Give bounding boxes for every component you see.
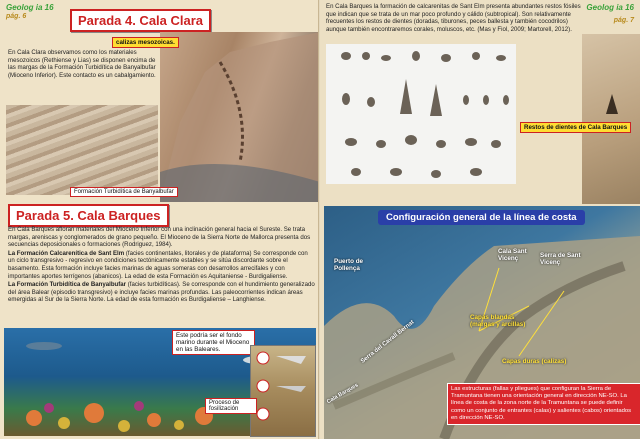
cliff-photo [160,32,320,202]
label-serra-cavall-bernat: Serra del Cavall Bernat [360,319,416,365]
label-puerto-pollenca: Puerto de Pollença [334,258,364,272]
page-number: pág. 6 [6,13,27,20]
brand-logo: Geolog ia 16 [586,3,634,12]
fossil-intro-paragraph: En Cala Barques la formación de calcarenitas de Sant Elm presenta abundantes restos fósiles que indican que se trata de un mar poco profundo y cálido (subtropical). Son relativamente frecuentes los restos de dientes (doradas, tiburones, peces ballesta y también cocodrilos) aunque también encontraremos corales, moluscos, etc. (Mas y Fiol, 2009; Martorell, 2012). [326,3,581,33]
cala-barques-p1: En Cala Barques afloran materiales del Mioceno Inferior con una inclinación general hacia el Sureste. Se trata margas, areniscas y conglomerados de grano pequeño. El Mioceno de la Sierra Norte de Mallorca presenta dos secuencias deposicionales o formaciones (Rodriguez, 1984). [8,226,311,249]
cala-clara-paragraph: En Cala Clara observamos como los materiales mesozoicos (Rethiense y Lias) se disponen encima de las margas de la Formación Turbidítica de Banyalbufar (Mioceno Inferior). Este contacto es un cabalgamiento. [8,49,156,79]
label-soft-layers: Capas blandas (margas y arcillas) [470,314,526,328]
sant-elm-formation-text: (facies continentales, litorales y de plataforma) Se corresponde con un ciclo transgresivo - regresivo en condiciones tectónicamente estables y se sitúa discordante sobre el basamento. Esta formación incluye facies marinas de aguas someras con desarrollos arrecifales y con importantes aportes terrígenos (abanicos). La edad de esta Formación es Aquitaniense - Burdigaliense. [8,249,308,280]
cala-barques-p3 [8,281,316,304]
map-title: Configuración general de la línea de costa [378,210,585,225]
label-hard-layers: Capas duras (calizas) [502,358,567,365]
caption-miocene-seafloor: Este podría ser el fondo marino durante el Mioceno en las Baleares. [172,330,255,355]
label-cala-sant-vicenc: Cala Sant Vicenç [498,248,527,262]
cala-barques-p2 [8,250,316,280]
cala-barques-text [8,226,316,304]
label-cala-barques-teeth: Restos de dientes de Cala Barques [520,122,631,133]
section-title-cala-barques: Parada 5. Cala Barques [8,204,169,227]
label-cala-barques: Cala Barques [326,382,360,406]
caption-fossilization: Proceso de fosilización [205,398,257,414]
fossil-teeth-drawing [326,44,516,184]
right-page [320,0,640,439]
fossilization-drawing [251,346,315,436]
banyalbufar-formation-text: (facies turbidíticas). Se corresponde con el hundimiento generalizado del área Balear (episodio transgresivo) e incluye facies marinas profundas. Las paleocorrientes indican áreas emergidas al Sur de la Sierra Norte. La edad de esta formación es Burdigaliense – Langhiense. [8,281,315,304]
fossilization-diagram [250,345,316,437]
page-number: pág. 7 [613,17,634,24]
marl-rock-photo [6,105,158,195]
specimen-photo [582,34,640,204]
label-mesozoic-limestone: calizas mesozoicas. [112,37,179,48]
label-serra-sant-vicenc: Serra de Sant Vicenç [540,252,581,266]
brand-logo: Geolog ia 16 [6,3,54,12]
sant-elm-formation-heading: La Formación Calcarenítica de Sant Elm [8,249,125,257]
banyalbufar-formation-heading: La Formación Turbidítica de Banyalbufar [8,281,127,289]
label-banyalbufar-formation: Formación Turbidítica de Banyalbufar [70,187,178,197]
map-description: Las estructuras (fallas y pliegues) que configuran la Sierra de Tramuntana tienen una orientación general en dirección NE-SO. La línea de costa de la zona norte de la Tramuntana se puede definir como un conjunto de entrantes (calas) y salientes (cabos) orientados en dirección NE-SO. [447,383,640,425]
fossil-teeth-photo [326,44,516,184]
section-title-cala-clara: Parada 4. Cala Clara [70,9,211,32]
specimen-drawing [582,34,640,204]
cliff-photo-drawing [160,32,320,202]
